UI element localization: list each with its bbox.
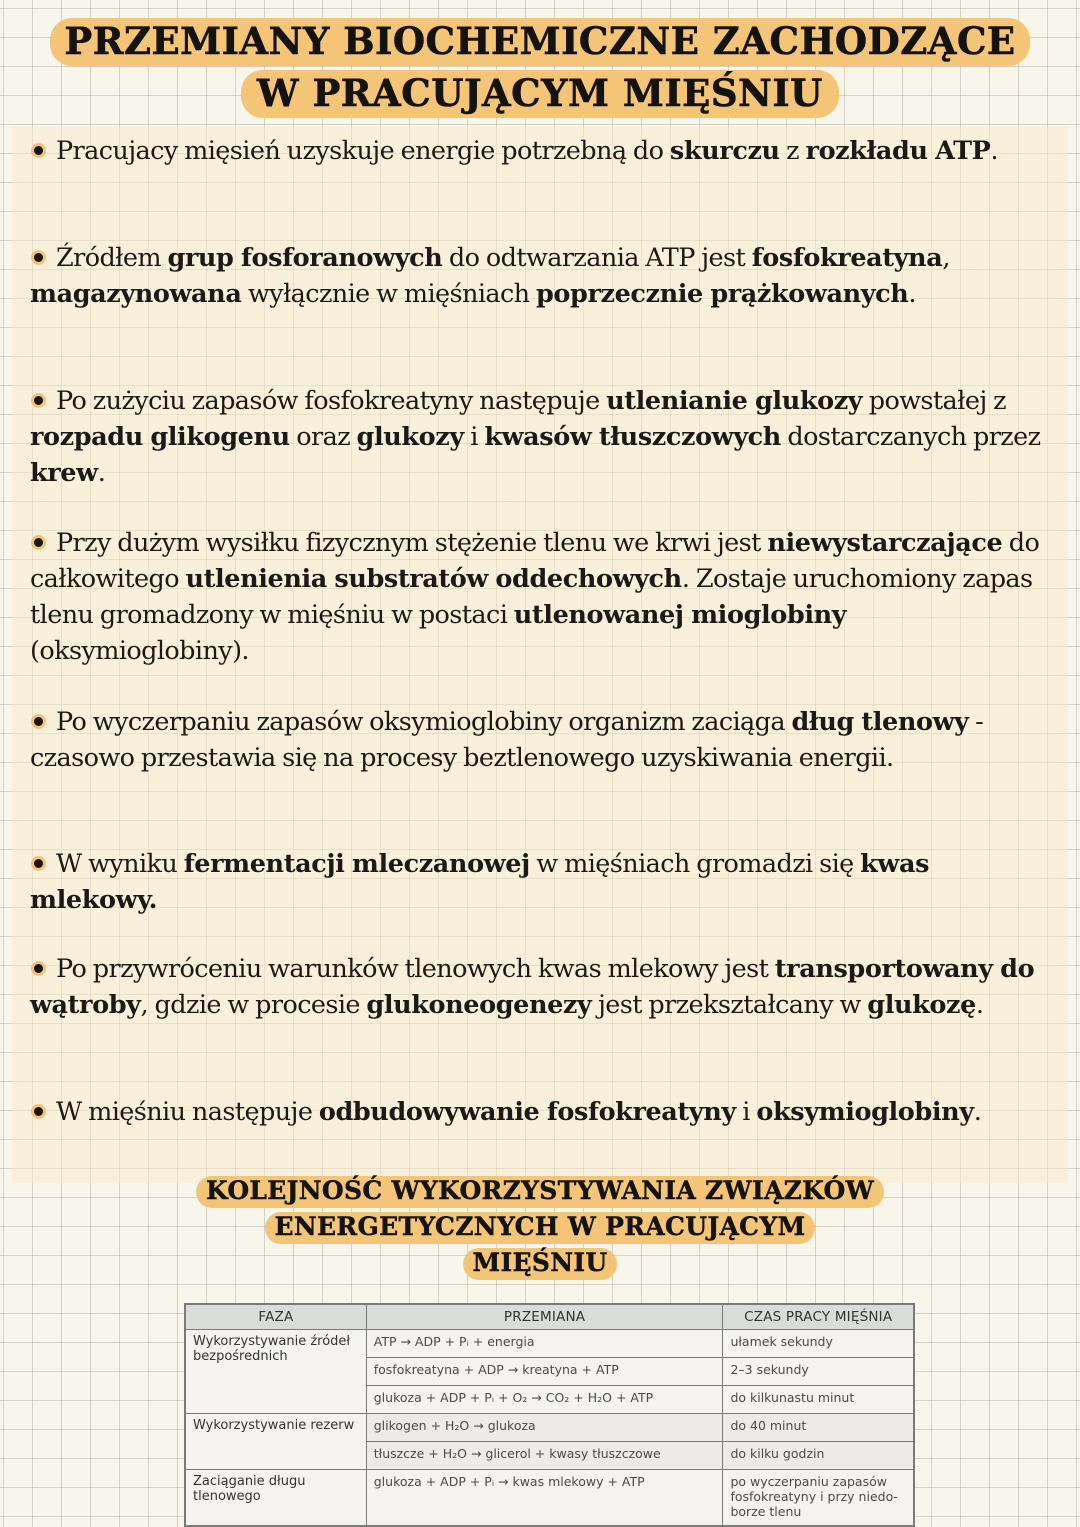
text-segment: do całkowitego [30, 528, 1040, 594]
bold-term: utlenianie glukozy [606, 386, 863, 416]
bullet-icon [34, 146, 43, 155]
text-segment: , gdzie w procesie [140, 990, 367, 1020]
text-segment: dostarczanych przez [780, 422, 1041, 452]
bullet-icon [34, 964, 43, 973]
text-segment: W wyniku [56, 849, 184, 879]
text-segment: Po zużyciu zapasów fosfokreatyny następuje [56, 386, 607, 416]
bold-term: skurczu [669, 136, 780, 166]
text-segment: (oksymioglobiny). [30, 636, 249, 666]
text-segment: i [463, 422, 485, 452]
text-segment: W mięśniu następuje [56, 1097, 319, 1127]
bullet-paragraph [30, 240, 1060, 312]
table-row [185, 1470, 914, 1527]
phase-cell: Wykorzystywanie rezerw [185, 1414, 366, 1470]
bold-term: glukoneogenezy [366, 990, 592, 1020]
text-segment: Przy dużym wysiłku fizycznym stężenie tlenu we krwi jest [56, 528, 768, 558]
reaction-cell: fosfokreatyna + ADP → kreatyna + ATP [366, 1358, 723, 1386]
text-segment: Po wyczerpaniu zapasów oksymioglobiny organizm zaciąga [56, 707, 792, 737]
bullet-paragraph [30, 846, 1060, 918]
bold-term: fosfokreatyna [751, 243, 943, 273]
header-czas: CZAS PRACY MIĘŚNIA [723, 1304, 914, 1330]
bullet-icon [34, 396, 43, 405]
bold-term: fermentacji mleczanowej [183, 849, 530, 879]
bold-term: kwas mlekowy. [30, 849, 930, 915]
reaction-cell: tłuszcze + H₂O → glicerol + kwasy tłuszczowe [366, 1442, 723, 1470]
text-segment: . [908, 279, 916, 309]
table-header-row [185, 1304, 914, 1330]
page-title-line-2 [0, 70, 1080, 118]
bullet-paragraph [30, 1094, 1060, 1130]
reaction-cell: glikogen + H₂O → glukoza [366, 1414, 723, 1442]
bold-term: dług tlenowy [791, 707, 969, 737]
text-segment: Źródłem [56, 243, 168, 273]
bullet-icon [34, 538, 43, 547]
bold-term: glukozę [867, 990, 976, 1020]
bullet-icon [34, 253, 43, 262]
bullet-paragraph [30, 704, 1060, 776]
table-row [185, 1330, 914, 1358]
text-segment: w mięśniach gromadzi się [529, 849, 861, 879]
bold-term: grup fosforanowych [167, 243, 443, 273]
duration-cell: ułamek sekundy [723, 1330, 914, 1358]
header-przemiana: PRZEMIANA [366, 1304, 723, 1330]
bold-term: niewystarczające [767, 528, 1003, 558]
reaction-cell: glukoza + ADP + Pᵢ → kwas mlekowy + ATP [366, 1470, 723, 1527]
text-segment: z [779, 136, 806, 166]
text-segment: . Zostaje uruchomiony zapas tlenu gromadzony w mięśniu w postaci [30, 564, 1033, 630]
duration-cell: do kilku godzin [723, 1442, 914, 1470]
bullet-icon [34, 859, 43, 868]
phase-cell: Zaciąganie długu tlenowego [185, 1470, 366, 1527]
bold-term: krew [30, 458, 98, 488]
bullet-paragraph [30, 951, 1060, 1023]
bold-term: transportowany do wątroby [30, 954, 1035, 1020]
text-segment: Pracujacy mięsień uzyskuje energie potrzebną do [56, 136, 670, 166]
section-title-line-1 [0, 1176, 1080, 1208]
text-segment: i [735, 1097, 757, 1127]
duration-cell: do 40 minut [723, 1414, 914, 1442]
title-highlight: W PRACUJĄCYM MIĘŚNIU [241, 70, 839, 118]
bullet-paragraph [30, 133, 1060, 169]
header-faza: FAZA [185, 1304, 366, 1330]
text-segment: do odtwarzania ATP jest [442, 243, 752, 273]
table-row [185, 1414, 914, 1442]
duration-cell: po wyczerpaniu zapasów fosfokreatyny i przy niedoborze tlenu [723, 1470, 914, 1527]
bold-term: utlenienia substratów oddechowych [185, 564, 682, 594]
title-highlight: PRZEMIANY BIOCHEMICZNE ZACHODZĄCE [50, 18, 1029, 66]
section-title-line-2 [0, 1212, 1080, 1244]
bold-term: poprzecznie prążkowanych [536, 279, 909, 309]
text-segment: Po przywróceniu warunków tlenowych kwas mlekowy jest [56, 954, 775, 984]
text-segment: , [942, 243, 950, 273]
text-segment: . [990, 136, 998, 166]
text-segment: jest przekształcany w [591, 990, 868, 1020]
energy-sources-table [184, 1303, 915, 1527]
text-segment: wyłącznie w mięśniach [241, 279, 536, 309]
bold-term: utlenowanej mioglobiny [513, 600, 847, 630]
bullet-paragraph [30, 383, 1060, 491]
text-segment: oraz [289, 422, 357, 452]
text-segment: . [97, 458, 106, 488]
bullet-icon [34, 717, 43, 726]
page-title-line-1 [0, 18, 1080, 66]
reaction-cell: glukoza + ADP + Pᵢ + O₂ → CO₂ + H₂O + ATP [366, 1386, 723, 1414]
bold-term: magazynowana [30, 279, 242, 309]
section-title-highlight: KOLEJNOŚĆ WYKORZYSTYWANIA ZWIĄZKÓW [196, 1176, 884, 1208]
bold-term: kwasów tłuszczowych [484, 422, 781, 452]
section-title-highlight: ENERGETYCZNYCH W PRACUJĄCYM [265, 1212, 816, 1244]
bold-term: rozpadu glikogenu [30, 422, 290, 452]
duration-cell: 2–3 sekundy [723, 1358, 914, 1386]
text-segment: powstałej z [862, 386, 1006, 416]
section-title-highlight: MIĘŚNIU [463, 1248, 618, 1280]
bold-term: oksymioglobiny [756, 1097, 974, 1127]
text-segment: . [973, 1097, 982, 1127]
bullet-icon [34, 1107, 43, 1116]
bold-term: odbudowywanie fosfokreatyny [318, 1097, 736, 1127]
bold-term: rozkładu ATP [805, 136, 991, 166]
bold-term: glukozy [356, 422, 464, 452]
section-title-line-3 [0, 1248, 1080, 1280]
bullet-paragraph [30, 525, 1060, 669]
text-segment: - czasowo przestawia się na procesy beztlenowego uzyskiwania energii. [30, 707, 984, 773]
reaction-cell: ATP → ADP + Pᵢ + energia [366, 1330, 723, 1358]
text-segment: . [975, 990, 984, 1020]
duration-cell: do kilkunastu minut [723, 1386, 914, 1414]
phase-cell: Wykorzystywanie źródeł bezpośrednich [185, 1330, 366, 1414]
